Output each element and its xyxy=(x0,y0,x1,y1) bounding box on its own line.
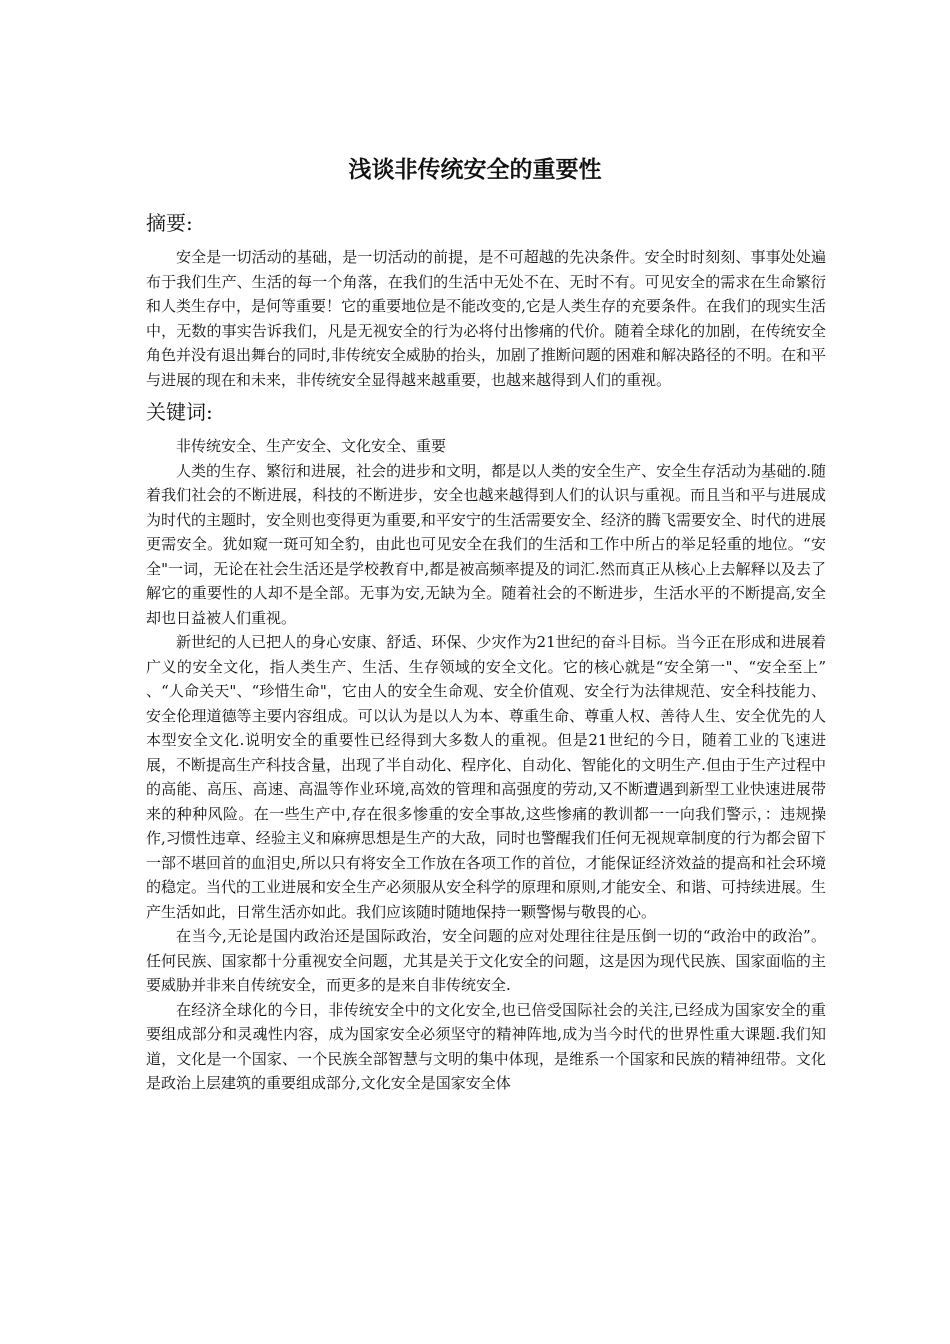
body-paragraph: 在经济全球化的今日，非传统安全中的文化安全,也已倍受国际社会的关注,已经成为国家安全的重要组成部分和灵魂性内容，成为国家安全必须坚守的精神阵地,成为当今时代的世界性重大课题.我们知道，文化是一个国家、一个民族全部智慧与文明的集中体现，是维系一个国家和民族的精神纽带。文化是政治上层建筑的重要组成部分,文化安全是国家安全体 xyxy=(146,1000,826,1092)
abstract-heading: 摘要: xyxy=(146,211,193,235)
document-title: 浅谈非传统安全的重要性 xyxy=(348,157,602,183)
body-paragraph: 新世纪的人已把人的身心安康、舒适、环保、少灾作为21世纪的奋斗目标。当今正在形成和进展着广义的安全文化，指人类生产、生活、生存领域的安全文化。它的核心就是“安全第一"、“安全至上” 、“人命关天"、“珍惜生命"，它由人的安全生命观、安全价值观、安全行为法律规范、安全科技能力、安全伦理道德等主要内容组成。可以认为是以人为本、尊重生命、尊重人权、善待人生、安全优先的人本型安全文化.说明安全的重要性已经得到大多数人的重视。但是21世纪的今日，随着工业的飞速进展，不断提高生产科技含量，出现了半自动化、程序化、自动化、智能化的文明生产.但由于生产过程中的高能、高压、高速、高温等作业环境,高效的管理和高强度的劳动,又不断遭遇到新型工业快速进展带来的种种风险。在一些生产中,存在很多惨重的安全事故,这些惨痛的教训都一一向我们警示，：违规操作,习惯性违章、经验主义和麻痹思想是生产的大敌，同时也警醒我们任何无视规章制度的行为都会留下一部不堪回首的血泪史,所以只有将安全工作放在各项工作的首位，才能保证经济效益的提高和社会环境的稳定。当代的工业进展和安全生产必须服从安全科学的原理和原则,才能安全、和谐、可持续进展。生产生活如此，日常生活亦如此。我们应该随时随地保持一颗警惕与敬畏的心。 xyxy=(146,633,826,921)
document-body xyxy=(146,205,826,1096)
abstract-paragraph: 安全是一切活动的基础，是一切活动的前提，是不可超越的先决条件。安全时时刻刻、事事处处遍布于我们生产、生活的每一个角落，在我们的生活中无处不在、无时不有。可见安全的需求在生命繁衍和人类生存中，是何等重要！它的重要地位是不能改变的,它是人类生存的充要条件。在我们的现实生活中，无数的事实告诉我们，凡是无视安全的行为必将付出惨痛的代价。随着全球化的加剧，在传统安全角色并没有退出舞台的同时,非传统安全威胁的抬头，加剧了推断问题的困难和解决路径的不明。在和平与进展的现在和未来，非传统安全显得越来越重要，也越来越得到人们的重视。 xyxy=(146,248,826,389)
keywords-heading: 关键词: xyxy=(146,400,213,424)
body-paragraph: 人类的生存、繁衍和进展，社会的进步和文明，都是以人类的安全生产、安全生存活动为基础的.随着我们社会的不断进展，科技的不断进步，安全也越来越得到人们的认识与重视。而且当和平与进展成为时代的主题时，安全则也变得更为重要,和平安宁的生活需要安全、经济的腾飞需要安全、时代的进展更需安全。犹如窥一斑可知全豹，由此也可见安全在我们的生活和工作中所占的举足轻重的地位。“安全"一词，无论在社会生活还是学校教育中,都是被高频率提及的词汇.然而真正从核心上去解释以及去了解它的重要性的人却不是全部。无事为安,无缺为全。随着社会的不断进步，生活水平的不断提高,安全却也日益被人们重视。 xyxy=(146,461,826,627)
body-paragraph: 在当今,无论是国内政治还是国际政治，安全问题的应对处理往往是压倒一切的“政治中的政治”。任何民族、国家都十分重视安全问题，尤其是关于文化安全的问题，这是因为现代民族、国家面临的主要威胁并非来自传统安全，而更多的是来自非传统安全. xyxy=(146,927,826,994)
keywords-paragraph: 非传统安全、生产安全、文化安全、重要 xyxy=(176,437,447,455)
